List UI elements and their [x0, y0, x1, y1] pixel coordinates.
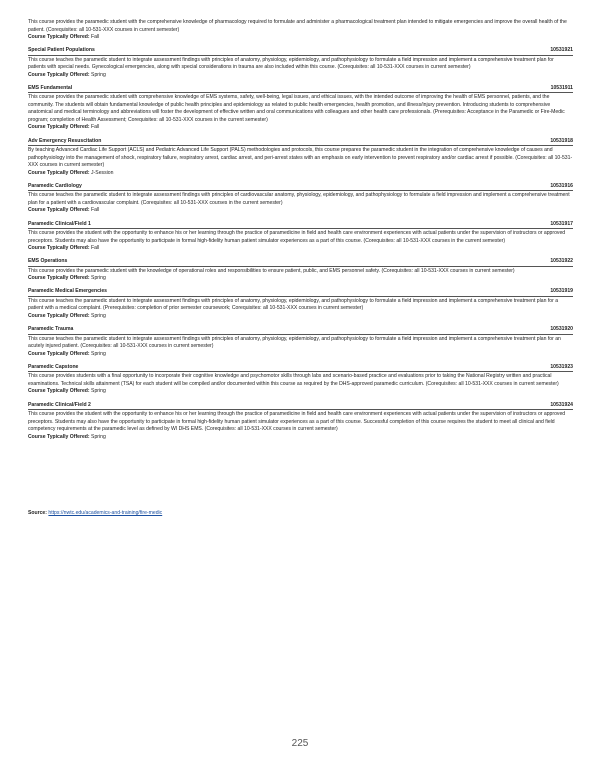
offered-value: J-Session	[91, 169, 114, 176]
offered-label: Course Typically Offered:	[28, 207, 90, 214]
course-entry	[28, 138, 573, 177]
course-description: By teaching Advanced Cardiac Life Support (ACLS) and Pediatric Advanced Life Support (PALS) methodologies and protocols, this course prepares the paramedic student in the integration of comprehensive knowledge of causes and pathophysiology into the management of shock, respiratory failure, respiratory arrest, cardiac arrest, and peri-arrest states with an emphasis on early intervention to prevent respiratory and/or cardiac arrest if possible. (Corequisites: all 10-531-XXX courses in current semester)	[28, 147, 573, 169]
course-description: This course teaches the paramedic student to integrate assessment findings with principles of anatomy, physiology, epidemiology, and pathophysiology to formulate a field impression and implement a comprehensive treatment plan for an acutely injured patient. (Corequisites: all 10-531-XXX courses in current semester)	[28, 335, 561, 350]
course-number: 10531923	[550, 363, 573, 370]
course-description: This course teaches the paramedic student to integrate assessment findings with principles of cardiovascular anatomy, physiology, epidemiology, and pathophysiology to formulate a field impression and implement a comprehensive treatment plan for a patient with a cardiovascular complaint. (Corequisites: all 10-531-XXX courses in the current semester)	[28, 192, 570, 206]
course-entry	[28, 221, 573, 253]
course-entry	[28, 258, 573, 282]
offered-label: Course Typically Offered:	[28, 275, 90, 282]
course-offered	[28, 388, 573, 395]
course-description: This course provides students with a final opportunity to incorporate their cognitive knowledge and psychomotor skills through labs and scenario-based practice and evaluations prior to taking the National Registry written and practical examinations. Technical skills attainment (TSA) for each student will be compiled and/or documented within this course as required by the DHS-approved paramedic curriculum. (Corequisites: all 10-531-XXX courses in current semester)	[28, 373, 559, 387]
course-number: 10531924	[550, 401, 573, 408]
course-entry	[28, 183, 573, 215]
course-header	[28, 138, 573, 147]
course-description: This course teaches the paramedic student to integrate assessment findings with principles of anatomy, physiology, epidemiology, and pathophysiology to formulate a field impression and implement a comprehensive treatment plan for patients with special needs. Gynecological emergencies, along with special considerations in trauma are also included within this course. (Corequisites: all 10-531-XXX courses in current semester)	[28, 56, 554, 71]
offered-value: Spring	[91, 433, 106, 440]
offered-label: Course Typically Offered:	[28, 169, 90, 176]
source-link[interactable]: https://nwtc.edu/academics-and-training/fire-medic	[48, 510, 163, 516]
course-title: Paramedic Medical Emergencies	[28, 288, 107, 295]
course-header	[28, 326, 573, 335]
offered-value: Spring	[91, 312, 106, 319]
course-number: 10531921	[550, 47, 573, 54]
offered-label: Course Typically Offered:	[28, 71, 90, 78]
course-offered	[28, 434, 573, 441]
course-entry	[28, 402, 573, 441]
course-title: Adv Emergency Resuscitation	[28, 137, 102, 144]
course-title: Paramedic Clinical/Field 1	[28, 220, 91, 227]
course-title: Paramedic Clinical/Field 2	[28, 401, 91, 408]
course-number: 10531916	[550, 182, 573, 189]
offered-label: Course Typically Offered:	[28, 124, 90, 131]
course-offered	[28, 72, 573, 79]
offered-value: Spring	[91, 350, 106, 357]
offered-label: Course Typically Offered:	[28, 34, 90, 40]
course-title: Paramedic Capstone	[28, 363, 79, 370]
course-header	[28, 258, 573, 267]
course-title: EMS Operations	[28, 258, 68, 265]
course-entry	[28, 85, 573, 132]
offered-value: Fall	[91, 245, 100, 252]
course-title: Special Patient Populations	[28, 47, 95, 54]
course-description: This course provides the paramedic student with the knowledge of operational roles and responsibilities to ensure patient, public, and EMS personnel safety. (Corequisites: all 10-531-XXX courses in current semester)	[28, 267, 515, 274]
offered-label: Course Typically Offered:	[28, 350, 90, 357]
course-offered	[28, 245, 573, 252]
course-description: This course provides the student with the opportunity to enhance his or her learning through the practice of paramedicine in field and health care environment experiences with actual patients under the supervision of instructors or approved preceptors. Students may also have the opportunity to participate in formal high-fidelity human patient simulator experiences as a part of this course. Successful completion of this course requires the student to meet all clinical and field competency requirements at the paramedic level as defined by WI DHS EMS. (Corequisites: all 10-531-XXX courses in current semester)	[28, 411, 566, 433]
course-number: 10531920	[550, 326, 573, 333]
course-offered	[28, 170, 573, 177]
course-offered	[28, 124, 573, 131]
course-description: This course teaches the paramedic student to integrate assessment findings with principles of anatomy, physiology, epidemiology, and pathophysiology to formulate a field impression and implement a comprehensive treatment plan for a patient with a medical complaint. (Prerequisites: completion of prior semester coursework; Corequisites: all 10-531-XXX courses in current semester)	[28, 297, 559, 312]
course-listing	[28, 19, 573, 441]
course-number: 10531918	[550, 137, 573, 144]
course-header	[28, 221, 573, 230]
course-number: 10531911	[550, 84, 573, 91]
course-header	[28, 47, 573, 56]
course-description: This course provides the paramedic student with comprehensive knowledge of EMS systems, safety, well-being, legal issues, and ethical issues, with the intended outcome of improving the health of EMS personnel, patients, and the community. The students will obtain fundamental knowledge of public health principles and epidemiology as related to public health emergencies, health promotion, and illness/injury prevention. Introducing students to comprehensive anatomical and medical terminology and abbreviations will foster the development of effective written and oral communications with colleagues and other health care professionals. (Prerequisites: Acceptance in the Paramedic or Fire-Medic program; completion of Health Assessment; Corequisites: all 10-531-XXX courses in the current semester)	[28, 94, 565, 123]
course-title: Paramedic Cardiology	[28, 182, 82, 189]
course-header	[28, 364, 573, 373]
course-number: 10531917	[550, 220, 573, 227]
course-entry	[28, 326, 573, 358]
offered-value: Spring	[91, 388, 106, 395]
course-header	[28, 288, 573, 297]
course-description: This course provides the student with the opportunity to enhance his or her learning through the practice of paramedicine in field and health care environment experiences with actual patients under the supervision of instructors or approved preceptors. Students may also have the opportunity to participate in formal high-fidelity human patient simulator experiences as a part of this course. (Corequisites: all 10-531-XXX courses in the current semester)	[28, 230, 566, 244]
course-number: 10531922	[550, 258, 573, 265]
offered-label: Course Typically Offered:	[28, 388, 90, 395]
course-header	[28, 183, 573, 192]
course-number: 10531919	[550, 288, 573, 295]
course-entry	[28, 47, 573, 79]
offered-label: Course Typically Offered:	[28, 433, 90, 440]
course-offered	[28, 275, 573, 282]
course-offered	[28, 351, 573, 358]
offered-value: Fall	[91, 207, 100, 214]
offered-label: Course Typically Offered:	[28, 312, 90, 319]
course-title: Paramedic Trauma	[28, 326, 74, 333]
course-offered	[28, 207, 573, 214]
course-list	[28, 47, 573, 441]
course-header	[28, 85, 573, 94]
offered-value: Spring	[91, 71, 106, 78]
intro-description: This course provides the paramedic student with the comprehensive knowledge of pharmacology required to formulate and administer a pharmacological treatment plan intended to mitigate emergencies and improve the overall health of the patient. (Corequisites: all 10-531-XXX courses in current semester)	[28, 19, 567, 33]
course-offered	[28, 313, 573, 320]
course-entry	[28, 288, 573, 320]
page-number: 225	[291, 738, 309, 749]
intro-offered	[28, 34, 573, 41]
offered-label: Course Typically Offered:	[28, 245, 90, 252]
course-entry	[28, 364, 573, 396]
offered-value: Fall	[91, 124, 100, 131]
course-header	[28, 402, 573, 411]
course-title: EMS Fundamental	[28, 84, 73, 91]
source-label: Source:	[28, 510, 47, 516]
offered-value: Fall	[91, 34, 100, 40]
source-line	[28, 510, 162, 516]
offered-value: Spring	[91, 275, 106, 282]
